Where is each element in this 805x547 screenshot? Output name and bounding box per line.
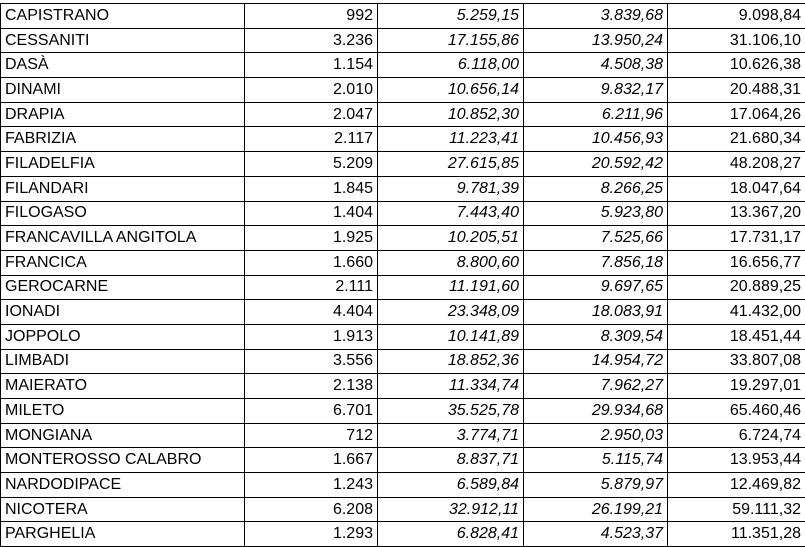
cell-total: 16.656,77 xyxy=(668,250,805,275)
cell-comune: CAPISTRANO xyxy=(1,4,245,29)
cell-value-b: 10.456,93 xyxy=(524,127,668,152)
cell-total: 9.098,84 xyxy=(668,4,805,29)
table-row xyxy=(1,250,805,275)
cell-total: 59.111,32 xyxy=(668,497,805,522)
cell-total: 17.064,26 xyxy=(668,102,805,127)
cell-count: 992 xyxy=(245,4,378,29)
cell-comune: FRANCAVILLA ANGITOLA xyxy=(1,226,245,251)
cell-value-b: 14.954,72 xyxy=(524,349,668,374)
cell-comune: PARGHELIA xyxy=(1,522,245,547)
table-body xyxy=(1,4,805,547)
cell-value-b: 5.115,74 xyxy=(524,448,668,473)
cell-count: 3.236 xyxy=(245,28,378,53)
table-row xyxy=(1,399,805,424)
cell-value-b: 5.923,80 xyxy=(524,201,668,226)
cell-count: 1.243 xyxy=(245,473,378,498)
table-row xyxy=(1,4,805,29)
cell-count: 2.047 xyxy=(245,102,378,127)
cell-value-a: 27.615,85 xyxy=(378,152,524,177)
cell-value-b: 7.525,66 xyxy=(524,226,668,251)
cell-total: 13.367,20 xyxy=(668,201,805,226)
cell-comune: FILOGASO xyxy=(1,201,245,226)
cell-count: 1.925 xyxy=(245,226,378,251)
cell-total: 20.889,25 xyxy=(668,275,805,300)
cell-total: 17.731,17 xyxy=(668,226,805,251)
cell-total: 19.297,01 xyxy=(668,374,805,399)
cell-count: 6.701 xyxy=(245,399,378,424)
table-row xyxy=(1,324,805,349)
cell-total: 11.351,28 xyxy=(668,522,805,547)
cell-total: 20.488,31 xyxy=(668,78,805,103)
cell-comune: DASÀ xyxy=(1,53,245,78)
cell-count: 5.209 xyxy=(245,152,378,177)
cell-value-b: 9.697,65 xyxy=(524,275,668,300)
cell-value-b: 4.508,38 xyxy=(524,53,668,78)
cell-value-a: 17.155,86 xyxy=(378,28,524,53)
cell-total: 10.626,38 xyxy=(668,53,805,78)
cell-value-b: 8.266,25 xyxy=(524,176,668,201)
cell-comune: IONADI xyxy=(1,300,245,325)
cell-comune: FILADELFIA xyxy=(1,152,245,177)
cell-comune: FABRIZIA xyxy=(1,127,245,152)
cell-value-a: 32.912,11 xyxy=(378,497,524,522)
cell-comune: JOPPOLO xyxy=(1,324,245,349)
table-row xyxy=(1,300,805,325)
cell-total: 18.451,44 xyxy=(668,324,805,349)
table-row xyxy=(1,275,805,300)
cell-value-b: 3.839,68 xyxy=(524,4,668,29)
cell-count: 2.138 xyxy=(245,374,378,399)
table-row xyxy=(1,78,805,103)
cell-value-b: 4.523,37 xyxy=(524,522,668,547)
cell-comune: DINAMI xyxy=(1,78,245,103)
cell-comune: NARDODIPACE xyxy=(1,473,245,498)
cell-count: 1.404 xyxy=(245,201,378,226)
cell-count: 4.404 xyxy=(245,300,378,325)
cell-comune: MAIERATO xyxy=(1,374,245,399)
cell-comune: MILETO xyxy=(1,399,245,424)
cell-value-b: 13.950,24 xyxy=(524,28,668,53)
cell-value-a: 10.205,51 xyxy=(378,226,524,251)
cell-count: 1.293 xyxy=(245,522,378,547)
cell-value-a: 23.348,09 xyxy=(378,300,524,325)
cell-value-b: 7.962,27 xyxy=(524,374,668,399)
cell-value-a: 8.800,60 xyxy=(378,250,524,275)
cell-value-a: 7.443,40 xyxy=(378,201,524,226)
cell-value-b: 9.832,17 xyxy=(524,78,668,103)
cell-count: 1.667 xyxy=(245,448,378,473)
cell-count: 1.660 xyxy=(245,250,378,275)
table-row xyxy=(1,201,805,226)
cell-count: 1.845 xyxy=(245,176,378,201)
cell-value-a: 11.191,60 xyxy=(378,275,524,300)
cell-value-a: 6.828,41 xyxy=(378,522,524,547)
cell-total: 31.106,10 xyxy=(668,28,805,53)
cell-count: 1.154 xyxy=(245,53,378,78)
table-row xyxy=(1,448,805,473)
cell-value-a: 6.118,00 xyxy=(378,53,524,78)
cell-value-a: 5.259,15 xyxy=(378,4,524,29)
cell-value-a: 35.525,78 xyxy=(378,399,524,424)
cell-value-a: 10.852,30 xyxy=(378,102,524,127)
table-row xyxy=(1,522,805,547)
cell-comune: GEROCARNE xyxy=(1,275,245,300)
cell-total: 48.208,27 xyxy=(668,152,805,177)
table-row xyxy=(1,473,805,498)
cell-count: 2.117 xyxy=(245,127,378,152)
cell-value-a: 10.656,14 xyxy=(378,78,524,103)
cell-value-b: 5.879,97 xyxy=(524,473,668,498)
table-row xyxy=(1,176,805,201)
table-row xyxy=(1,226,805,251)
cell-total: 12.469,82 xyxy=(668,473,805,498)
cell-count: 712 xyxy=(245,423,378,448)
cell-comune: DRAPIA xyxy=(1,102,245,127)
cell-comune: NICOTERA xyxy=(1,497,245,522)
cell-value-b: 29.934,68 xyxy=(524,399,668,424)
cell-total: 33.807,08 xyxy=(668,349,805,374)
cell-total: 21.680,34 xyxy=(668,127,805,152)
cell-total: 18.047,64 xyxy=(668,176,805,201)
table-row xyxy=(1,423,805,448)
cell-value-a: 6.589,84 xyxy=(378,473,524,498)
cell-total: 13.953,44 xyxy=(668,448,805,473)
cell-count: 2.010 xyxy=(245,78,378,103)
cell-value-a: 8.837,71 xyxy=(378,448,524,473)
cell-value-a: 18.852,36 xyxy=(378,349,524,374)
cell-count: 3.556 xyxy=(245,349,378,374)
comuni-table xyxy=(0,3,805,547)
cell-value-b: 20.592,42 xyxy=(524,152,668,177)
cell-count: 1.913 xyxy=(245,324,378,349)
table-row xyxy=(1,374,805,399)
cell-comune: FILANDARI xyxy=(1,176,245,201)
cell-comune: CESSANITI xyxy=(1,28,245,53)
cell-comune: FRANCICA xyxy=(1,250,245,275)
cell-comune: MONTEROSSO CALABRO xyxy=(1,448,245,473)
cell-value-b: 6.211,96 xyxy=(524,102,668,127)
table-row xyxy=(1,349,805,374)
cell-comune: MONGIANA xyxy=(1,423,245,448)
cell-value-b: 7.856,18 xyxy=(524,250,668,275)
table-row xyxy=(1,152,805,177)
cell-total: 6.724,74 xyxy=(668,423,805,448)
cell-value-a: 3.774,71 xyxy=(378,423,524,448)
cell-value-a: 10.141,89 xyxy=(378,324,524,349)
table-row xyxy=(1,53,805,78)
cell-value-a: 9.781,39 xyxy=(378,176,524,201)
cell-value-b: 26.199,21 xyxy=(524,497,668,522)
cell-total: 41.432,00 xyxy=(668,300,805,325)
table-row xyxy=(1,497,805,522)
cell-value-a: 11.223,41 xyxy=(378,127,524,152)
table-row xyxy=(1,28,805,53)
cell-value-b: 18.083,91 xyxy=(524,300,668,325)
table-row xyxy=(1,127,805,152)
cell-comune: LIMBADI xyxy=(1,349,245,374)
table-row xyxy=(1,102,805,127)
cell-count: 2.111 xyxy=(245,275,378,300)
cell-value-b: 2.950,03 xyxy=(524,423,668,448)
cell-total: 65.460,46 xyxy=(668,399,805,424)
cell-value-b: 8.309,54 xyxy=(524,324,668,349)
cell-value-a: 11.334,74 xyxy=(378,374,524,399)
cell-count: 6.208 xyxy=(245,497,378,522)
